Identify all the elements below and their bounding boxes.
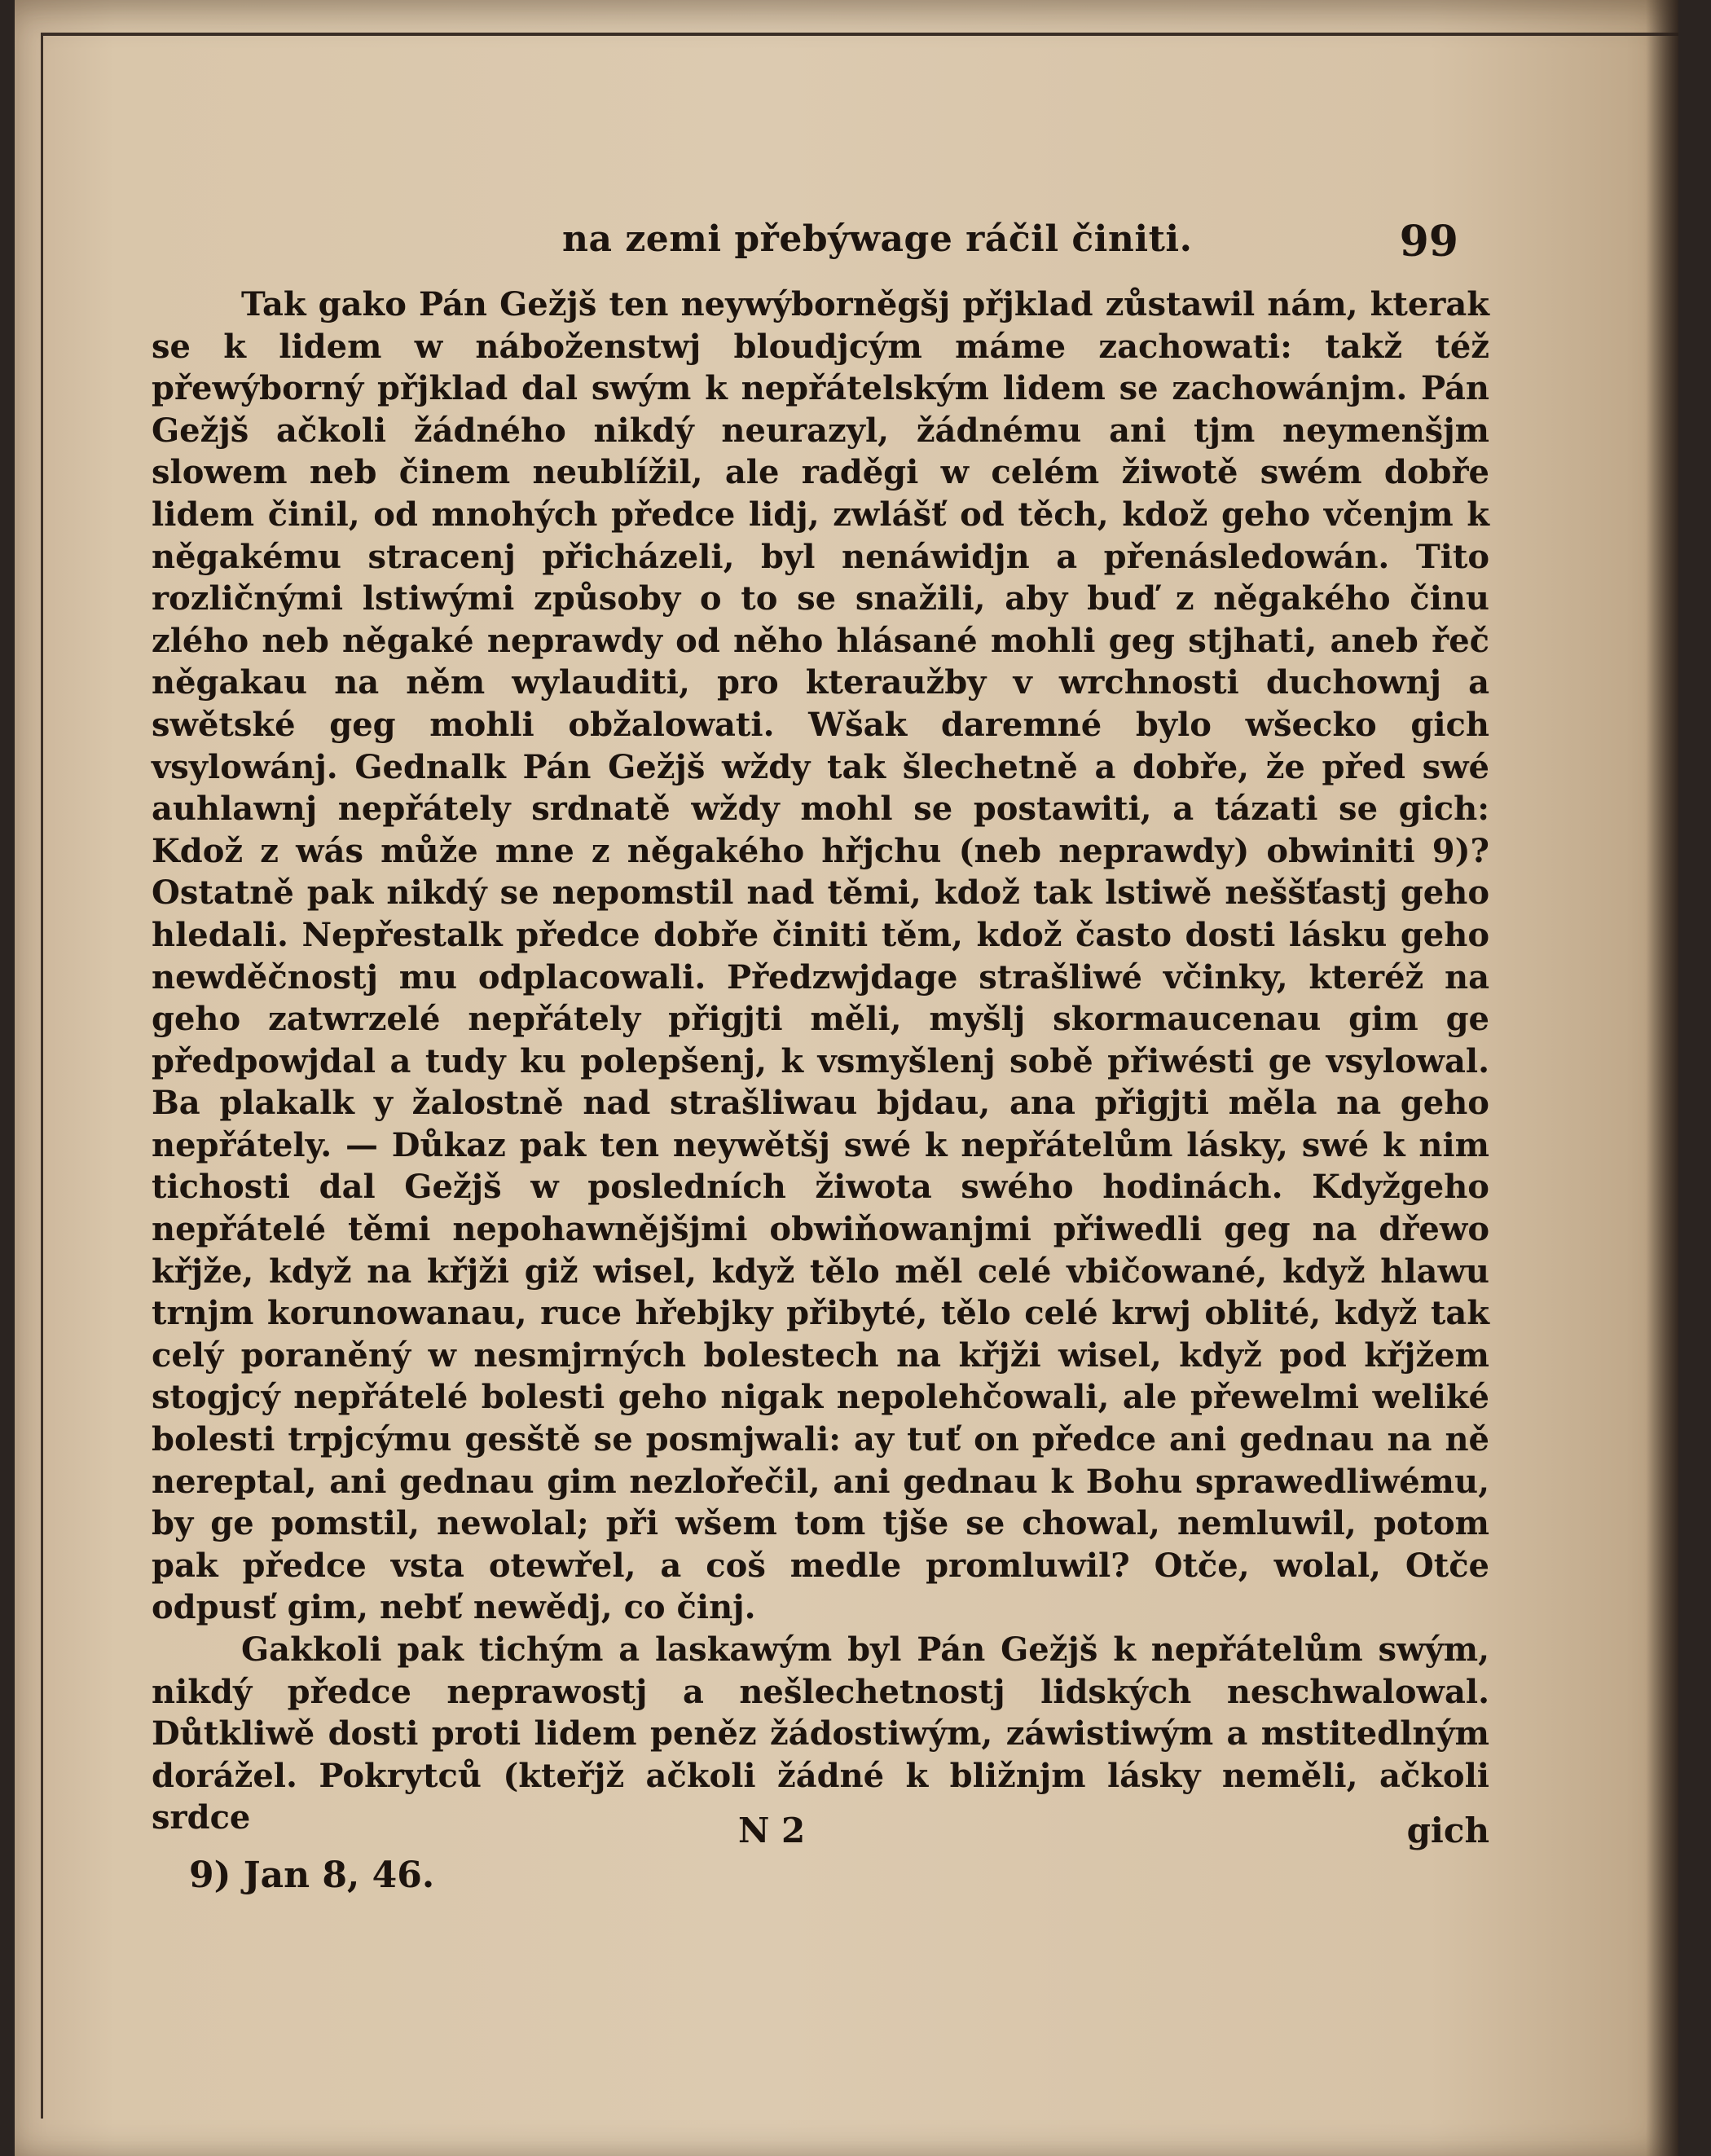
footnote: 9) Jan 8, 46. <box>189 1855 435 1896</box>
page-header <box>147 213 1483 266</box>
page-number: 99 <box>1399 217 1458 266</box>
signature-mark: N 2 <box>738 1811 806 1850</box>
catchword-row <box>152 1811 1489 1859</box>
paragraph: Gakkoli pak tichým a laskawým byl Pán Gežjš k nepřátelům swým, nikdý předce neprawostj a nešlechetnostj lidských neschwalowal. Důtkliwě dosti proti lidem peněz žádostiwým, záwistiwým a mstitedlným dorážel. Pokrytců (kteřjž ačkoli žádné k bližnjm lásky neměli, ačkoli srdce <box>152 1630 1489 1837</box>
page-left-edge <box>41 33 43 2119</box>
page-right-shadow <box>1646 0 1678 2156</box>
body-text <box>152 284 1489 1839</box>
catchword: gich <box>1406 1811 1489 1850</box>
paragraph: Tak gako Pán Gežjš ten neywýborněgšj přjklad zůstawil nám, kterak se k lidem w náboženstwj bloudjcým máme zachowati: takž též přewýborný přjklad dal swým k nepřátelským lidem se zachowánjm. Pán Gežjš ačkoli žádného nikdý neurazyl, žádnému ani tjm neymenšjm slowem neb činem neublížil, ale raděgi w celém žiwotě swém dobře lidem činil, od mnohých předce lidj, zwlášť od těch, kdož geho včenjm k něgakému stracenj přicházeli, byl nenáwidjn a přenásledowán. Tito rozličnými lstiwými způsoby o to se snažili, aby buď z něgakého činu zlého neb něgaké neprawdy od něho hlásané mohli geg stjhati, aneb řeč něgakau na něm wylauditi, pro kteraužby v wrchnosti duchownj a swětské geg mohli obžalowati. Wšak daremné bylo wšecko gich vsylowánj. Gednalk Pán Gežjš wždy tak šlechetně a dobře, že před swé auhlawnj nepřátely srdnatě wždy mohl se postawiti, a tázati se gich: Kdož z wás může mne z něgakého hřjchu (neb neprawdy) obwiniti 9)? Ostatně pak nikdý se nepomstil nad těmi, kdož tak lstiwě neššťastj geho hledali. Nepřestalk předce dobře činiti těm, kdož často dosti lásku geho newděčnostj mu odplacowali. Předzwjdage strašliwé včinky, kteréž na geho zatwrzelé nepřátely přigjti měli, myšlj skormaucenau gim ge předpowjdal a tudy ku polepšenj, k vsmyšlenj sobě přiwésti ge vsylowal. Ba plakalk y žalostně nad strašliwau bjdau, ana přigjti měla na geho nepřátely. — Důkaz pak ten neywětšj swé k nepřátelům lásky, swé k nim tichosti dal Gežjš w posledních žiwota swého hodinách. Kdyžgeho nepřátelé těmi nepohawnějšjmi obwiňowanjmi přiwedli geg na dřewo křjže, když na křjži giž wisel, když tělo měl celé vbičowané, když hlawu trnjm korunowanau, ruce hřebjky přibyté, tělo celé krwj oblité, když tak celý poraněný w nesmjrných bolestech na křjži wisel, když pod křjžem stogjcý nepřátelé bolesti geho nigak nepolehčowali, ale přewelmi weliké bolesti trpjcýmu gesště se posmjwali: ay tuť on předce ani gednau na ně nereptal, ani gednau gim nezlořečil, ani gednau k Bohu sprawedliwému, by ge pomstil, newolal; při wšem tom tjše se chowal, nemluwil, potom pak předce vsta otewřel, a coš medle promluwil? Otče, wolal, Otče odpusť gim, nebť newědj, co činj. <box>152 285 1489 1627</box>
page-top-edge <box>41 33 1678 36</box>
running-head: na zemi přebýwage ráčil činiti. <box>562 218 1193 260</box>
